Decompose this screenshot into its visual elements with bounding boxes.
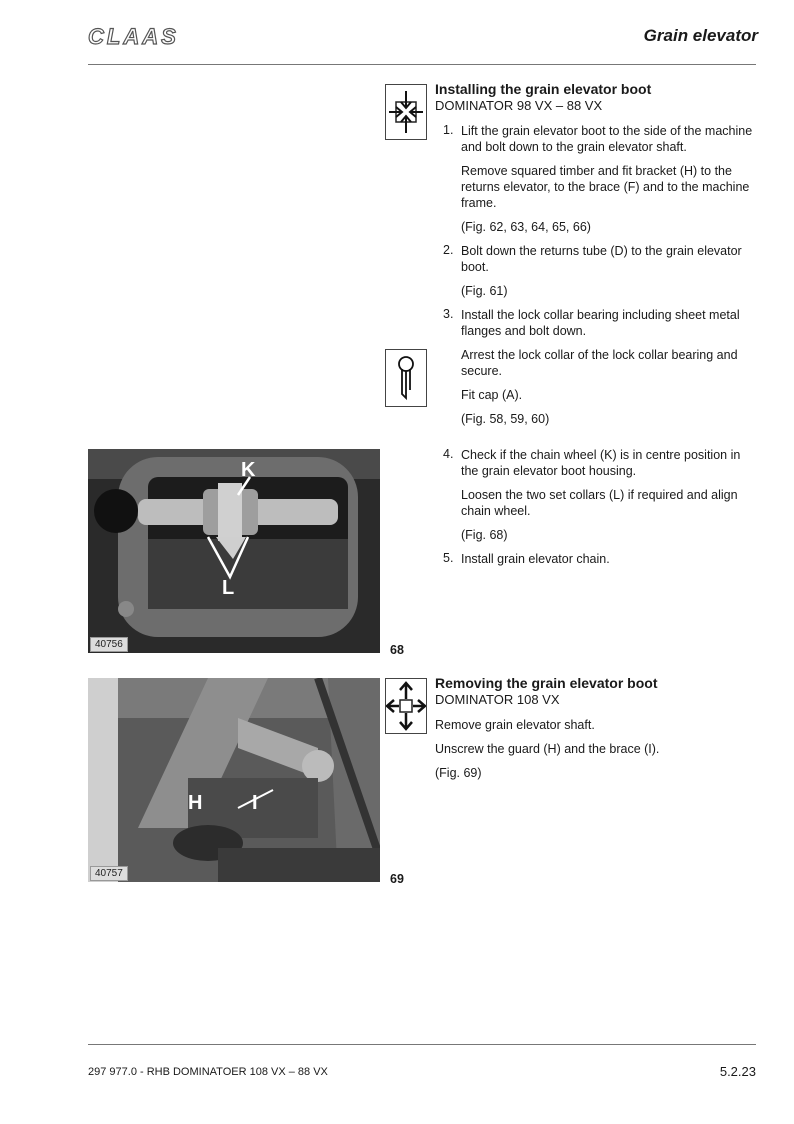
- header-divider: [88, 64, 756, 65]
- page-number: 5.2.23: [719, 1064, 756, 1079]
- step-number: 2.: [443, 243, 454, 257]
- figure-68-photo: [88, 449, 380, 653]
- figure-reference: (Fig. 69): [435, 766, 482, 780]
- figure-reference: (Fig. 61): [461, 284, 508, 298]
- step-text: Lift the grain elevator boot to the side of the machine and bolt down to the grain elevator shaft.: [461, 124, 753, 154]
- figure-reference: (Fig. 68): [461, 528, 508, 542]
- figure-69-photo: [88, 678, 380, 882]
- install-icon-box: [385, 84, 427, 140]
- step-text: Install the lock collar bearing including sheet metal flanges and bolt down.: [461, 308, 740, 338]
- lock-icon-box: [385, 349, 427, 407]
- arrows-outward-icon: [386, 679, 426, 733]
- paragraph: Remove grain elevator shaft.: [435, 718, 595, 732]
- step-text: Loosen the two set collars (L) if required and align chain wheel.: [461, 488, 738, 518]
- step-text: Remove squared timber and fit bracket (H) to the returns elevator, to the brace (F) and to the machine frame.: [461, 164, 750, 210]
- arrows-inward-icon: [386, 85, 426, 139]
- step-text: Arrest the lock collar of the lock collar bearing and secure.: [461, 348, 738, 378]
- step-number: 5.: [443, 551, 454, 565]
- step-number: 1.: [443, 123, 454, 137]
- section-subtitle-remove: DOMINATOR 108 VX: [435, 692, 560, 707]
- photo-id-label: 40756: [90, 637, 128, 652]
- step-text: Fit cap (A).: [461, 388, 523, 402]
- step-text: Check if the chain wheel (K) is in centre position in the grain elevator boot housing.: [461, 448, 741, 478]
- claas-logo: CLAAS: [88, 24, 179, 49]
- cotter-pin-icon: [386, 350, 426, 406]
- figure-reference: (Fig. 62, 63, 64, 65, 66): [461, 220, 591, 234]
- step-text: Bolt down the returns tube (D) to the grain elevator boot.: [461, 244, 742, 274]
- callout-h: H: [188, 792, 203, 814]
- callout-l: L: [222, 577, 235, 599]
- step-text: Install grain elevator chain.: [461, 552, 610, 566]
- remove-icon-box: [385, 678, 427, 734]
- section-title-remove: Removing the grain elevator boot: [435, 675, 658, 691]
- callout-k: K: [241, 459, 256, 481]
- step-number: 3.: [443, 307, 454, 321]
- figure-reference: (Fig. 58, 59, 60): [461, 412, 550, 426]
- callout-i: I: [252, 792, 258, 814]
- section-subtitle-install: DOMINATOR 98 VX – 88 VX: [435, 98, 603, 113]
- figure-number: 69: [390, 872, 404, 886]
- paragraph: Unscrew the guard (H) and the brace (I).: [435, 742, 660, 756]
- figure-number: 68: [390, 643, 404, 657]
- footer-document-id: 297 977.0 - RHB DOMINATOER 108 VX – 88 VX: [88, 1066, 328, 1078]
- photo-id-label: 40757: [90, 866, 128, 881]
- step-number: 4.: [443, 447, 454, 461]
- footer-divider: [88, 1044, 756, 1045]
- page-header-title: Grain elevator: [643, 26, 758, 45]
- section-title-install: Installing the grain elevator boot: [435, 81, 652, 97]
